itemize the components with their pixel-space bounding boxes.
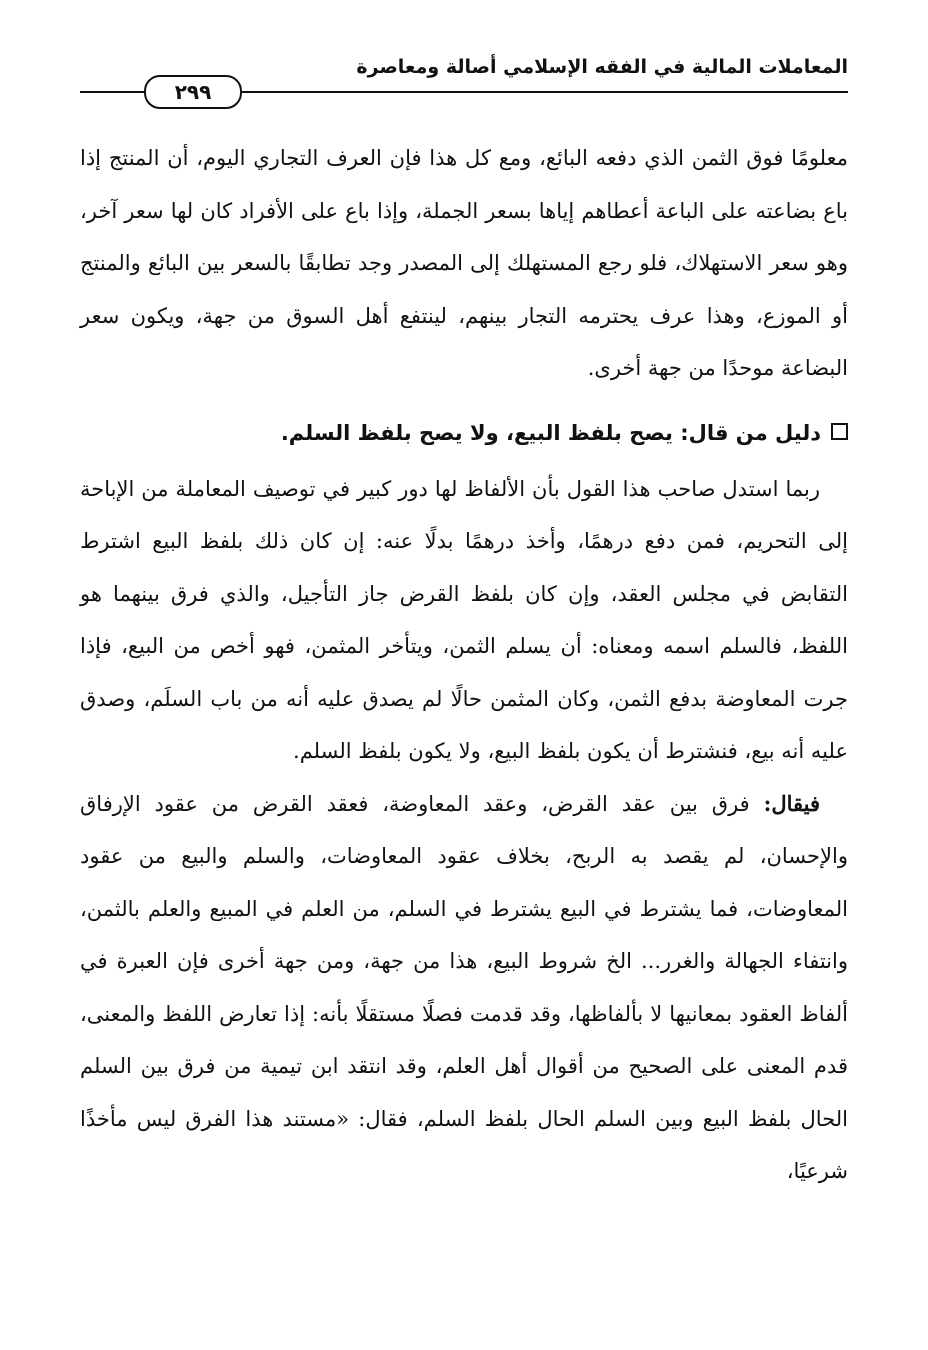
section-heading bbox=[80, 409, 848, 457]
book-title: المعاملات المالية في الفقه الإسلامي أصالة ومعاصرة bbox=[356, 56, 848, 78]
square-bullet-icon bbox=[831, 423, 848, 440]
paragraph-lead: فيقال: bbox=[763, 790, 820, 816]
page-number: ٢٩٩ bbox=[144, 75, 242, 109]
running-header bbox=[80, 52, 848, 104]
paragraph-3-text: فرق بين عقد القرض، وعقد المعاوضة، فعقد القرض من عقود الإرفاق والإحسان، لم يقصد به الربح، بخلاف عقود المعاوضات، والسلم والبيع من عقود المعاوضات، فما يشترط في البيع يشترط في السلم، من العلم في المبيع والعلم بالثمن، وانتفاء الجهالة والغرر... الخ شروط البيع، هذا من جهة، ومن جهة أخرى فإن العبرة في ألفاظ العقود بمعانيها لا بألفاظها، وقد قدمت فصلًا مستقلًا بأنه: إذا تعارض اللفظ والمعنى، قدم المعنى على الصحيح من أقوال أهل العلم، وقد انتقد ابن تيمية من فرق بين السلم الحال بلفظ البيع وبين السلم الحال بلفظ السلم، فقال: «مستند هذا الفرق ليس مأخذًا شرعيًا، bbox=[80, 791, 848, 1183]
page-body bbox=[80, 132, 848, 1198]
paragraph-2: ربما استدل صاحب هذا القول بأن الألفاظ لها دور كبير في توصيف المعاملة من الإباحة إلى التحريم، فمن دفع درهمًا، وأخذ درهمًا بدلًا عنه: إن كان ذلك بلفظ البيع اشترط التقابض في مجلس العقد، وإن كان بلفظ القرض جاز التأجيل، والذي فرق بينهما هو اللفظ، فالسلم اسمه ومعناه: أن يسلم الثمن، ويتأخر المثمن، فهو أخص من البيع، فإذا جرت المعاوضة بدفع الثمن، وكان المثمن حالًا لم يصدق عليه أنه من باب السلَم، وصدق عليه أنه بيع، فنشترط أن يكون بلفظ البيع، ولا يكون بلفظ السلم. bbox=[80, 476, 848, 763]
paragraph-3 bbox=[80, 778, 848, 1198]
paragraph-1: معلومًا فوق الثمن الذي دفعه البائع، ومع كل هذا فإن العرف التجاري اليوم، أن المنتج إذا باع بضاعته على الباعة أعطاهم إياها بسعر الجملة، وإذا باع على الأفراد كان لها سعر آخر، وهو سعر الاستهلاك، فلو رجع المستهلك إلى المصدر وجد تطابقًا بالسعر بين البائع والمنتج أو الموزع، وهذا عرف يحترمه التجار بينهم، لينتفع أهل السوق من جهة، ويكون سعر البضاعة موحدًا من جهة أخرى. bbox=[80, 146, 848, 380]
section-heading-text: دليل من قال: يصح بلفظ البيع، ولا يصح بلفظ السلم. bbox=[280, 420, 821, 445]
